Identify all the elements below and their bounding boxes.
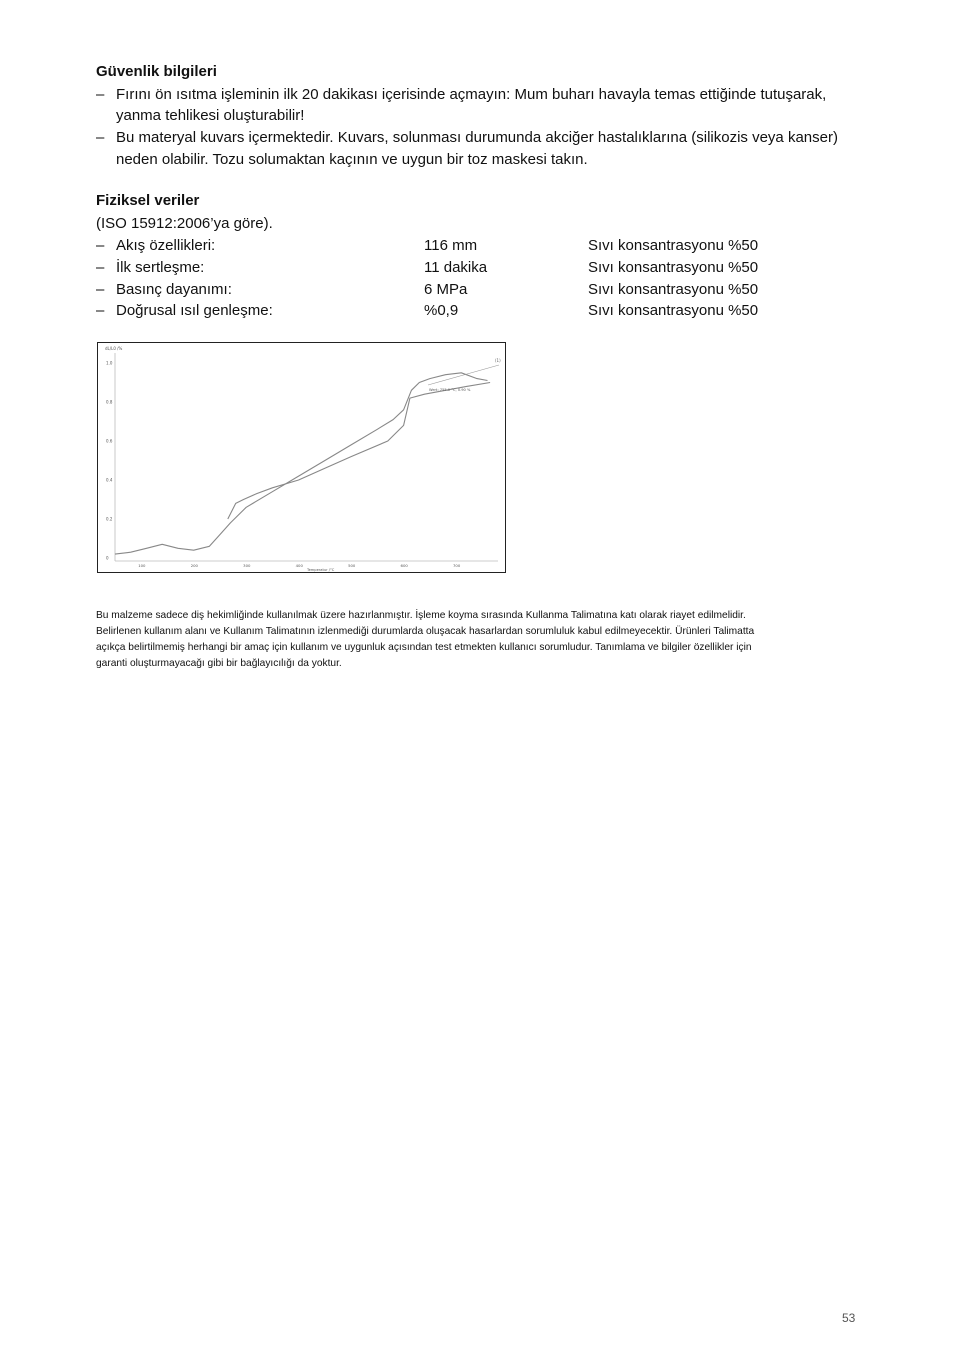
property-value: 116 mm: [424, 237, 478, 254]
disclaimer-line-2: Belirlenen kullanım alanı ve Kullanım Talimatının izlenmediği durumlarda oluşacak hasarlardan sorumluluk kabul edilmeyecektir. Ürünleri Talimatta: [96, 626, 755, 637]
physical-heading: Fiziksel veriler: [96, 192, 200, 209]
property-value: %0,9: [424, 302, 459, 319]
property-condition: Sıvı konsantrasyonu %50: [588, 281, 759, 298]
safety-item-1-line-1: Fırını ön ısıtma işleminin ilk 20 dakikası içerisinde açmayın: Mum buharı havayla temas ettiğinde tutuşarak,: [116, 86, 827, 103]
property-condition: Sıvı konsantrasyonu %50: [588, 259, 759, 276]
x-tick-label: 100: [138, 563, 146, 568]
bullet-dash: –: [96, 281, 105, 298]
page-number: 53: [842, 1311, 856, 1325]
property-label: Doğrusal ısıl genleşme:: [116, 302, 273, 319]
property-value: 11 dakika: [424, 259, 488, 276]
x-tick-label: 700: [453, 563, 461, 568]
safety-item-1-line-2: yanma tehlikesi oluşturabilir!: [116, 107, 305, 124]
property-value: 6 MPa: [424, 281, 468, 298]
y-tick-label: 0.2: [106, 516, 113, 522]
x-tick-label: 200: [190, 563, 198, 568]
chart-annotation: Wert: 755.0 °C, 0.90 %: [429, 388, 471, 392]
property-condition: Sıvı konsantrasyonu %50: [588, 237, 759, 254]
x-tick-label: 400: [295, 563, 303, 568]
safety-heading: Güvenlik bilgileri: [96, 63, 217, 80]
x-tick-labels: [138, 563, 461, 568]
cooling-curve: [228, 383, 490, 520]
y-tick-label: 0: [106, 555, 109, 561]
x-tick-label: 500: [348, 563, 356, 568]
physical-standard-note: (ISO 15912:2006’ya göre).: [96, 215, 273, 232]
y-tick-label: 0.6: [106, 438, 113, 444]
end-marker-label: (1): [495, 358, 501, 363]
heating-curve: [115, 373, 488, 554]
y-tick-label: 0.8: [106, 399, 113, 405]
bullet-dash: –: [96, 237, 105, 254]
safety-item-2-line-2: neden olabilir. Tozu solumaktan kaçının ve uygun bir toz maskesi takın.: [116, 151, 588, 168]
property-label: Akış özellikleri:: [116, 237, 216, 254]
x-axis-label: Temperatur /°C: [307, 568, 335, 572]
bullet-dash: –: [96, 302, 105, 319]
safety-item-2-line-1: Bu materyal kuvars içermektedir. Kuvars, solunması durumunda akciğer hastalıklarına (silikozis veya kanser): [116, 129, 838, 146]
chart-series: [115, 373, 490, 554]
disclaimer-line-1: Bu malzeme sadece diş hekimliğinde kullanılmak üzere hazırlanmıştır. İşleme koyma sırasında Kullanma Talimatına katı olarak riayet edilmelidir.: [96, 610, 746, 621]
property-label: Basınç dayanımı:: [116, 281, 232, 298]
bullet-dash: –: [96, 129, 105, 146]
chart-axes: [115, 353, 498, 561]
disclaimer-line-4: garanti oluşturmayacağı gibi bir bağlayıcılığı da yoktur.: [96, 658, 342, 669]
property-condition: Sıvı konsantrasyonu %50: [588, 302, 759, 319]
y-axis-label: dL/L0 /%: [105, 346, 123, 351]
thermal-expansion-chart: [97, 342, 506, 573]
y-tick-label: 1.0: [106, 360, 113, 366]
y-tick-labels: [106, 361, 113, 561]
property-label: İlk sertleşme:: [116, 259, 205, 276]
x-tick-label: 600: [400, 563, 408, 568]
annotation-leader-line: [428, 365, 499, 385]
y-tick-label: 0.4: [106, 477, 113, 483]
disclaimer-line-3: açıkça belirtilmemiş herhangi bir amaç için kullanım ve uygunluk açısından test etmekten kullanıcı sorumludur. Tanımlama ve bilgiler özellikler için: [96, 642, 752, 653]
bullet-dash: –: [96, 86, 105, 103]
bullet-dash: –: [96, 259, 105, 276]
chart-svg: [98, 343, 505, 572]
x-tick-label: 300: [243, 563, 251, 568]
